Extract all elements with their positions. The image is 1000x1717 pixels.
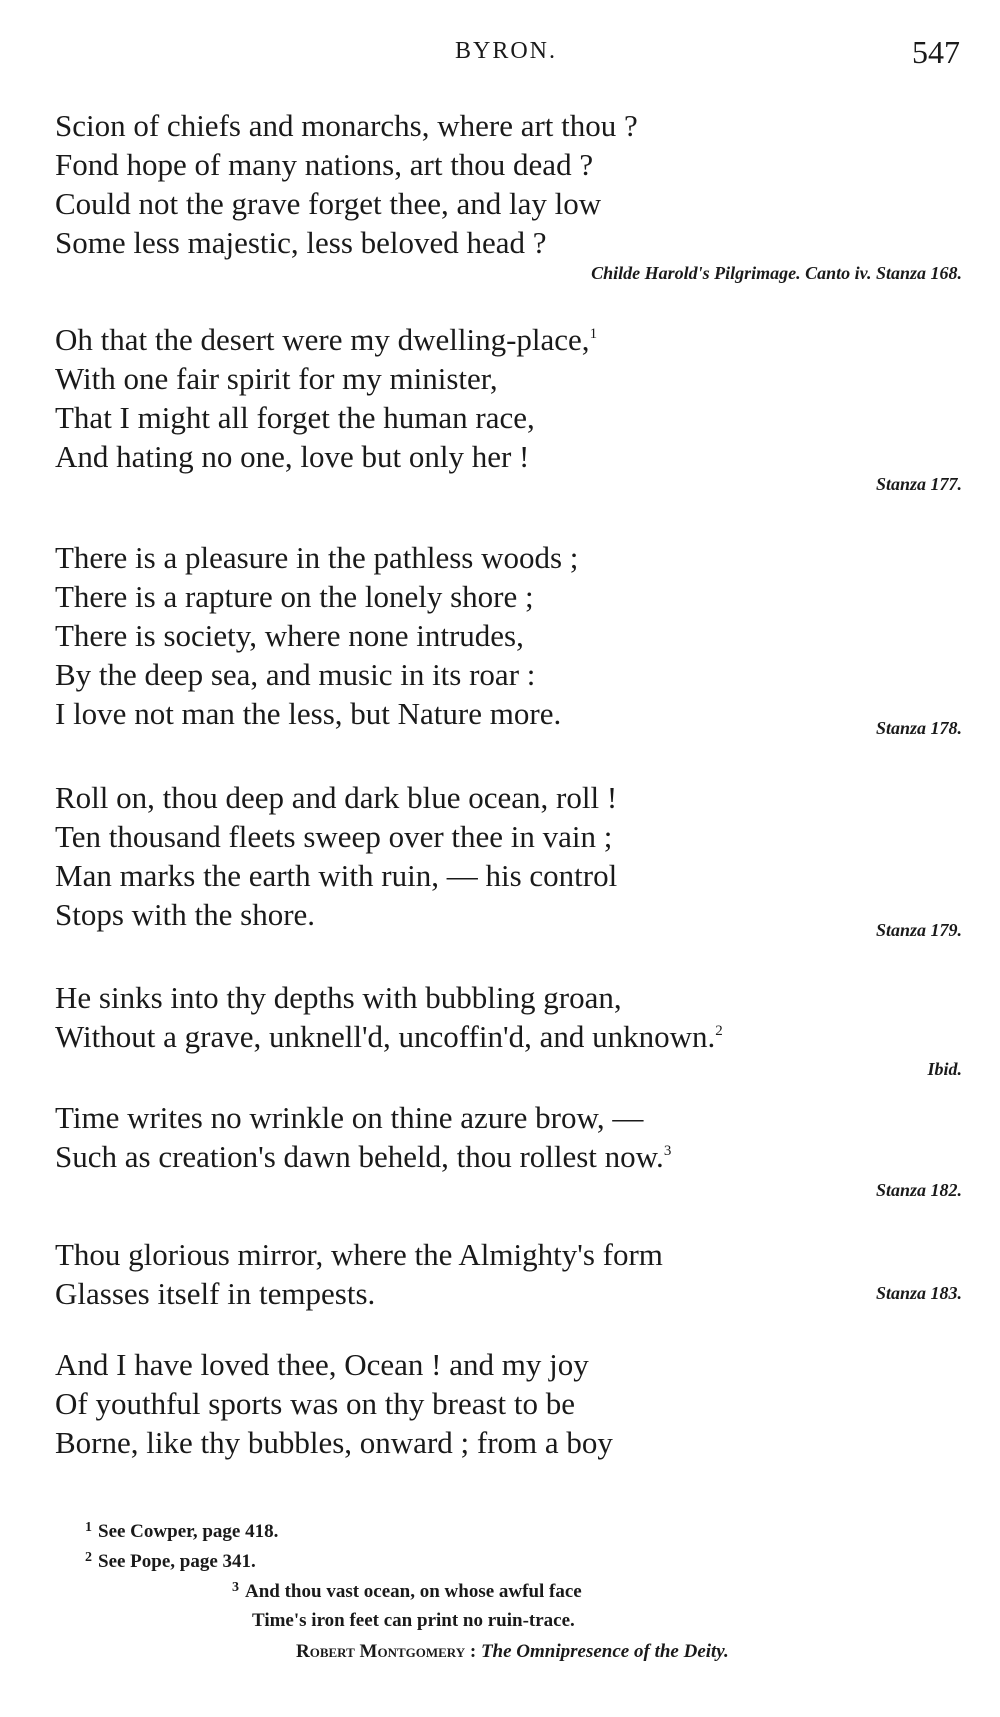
running-head: BYRON.: [455, 38, 558, 64]
verse-line: He sinks into thy depths with bubbling groan,: [55, 980, 622, 1015]
footnote: $^2$ See Pope, page 341.: [85, 1550, 256, 1572]
verse-line: And hating no one, love but only her !: [55, 439, 530, 474]
verse-line: Scion of chiefs and monarchs, where art thou ?: [55, 108, 638, 143]
footnote-attribution: [296, 1641, 729, 1663]
stanza-8: [55, 1345, 965, 1462]
footnote-ref: 1: [589, 326, 598, 342]
verse-line: There is a pleasure in the pathless woods ;: [55, 540, 579, 575]
citation: Stanza 182.: [875, 1180, 962, 1200]
verse-line: Man marks the earth with ruin, — his control: [55, 858, 618, 893]
footnote: $^1$ See Cowper, page 418.: [85, 1520, 279, 1542]
verse-line: There is society, where none intrudes,: [55, 618, 524, 653]
verse-line: Oh that the desert were my dwelling-place,$^1$: [55, 322, 598, 357]
verse-line: Thou glorious mirror, where the Almighty's form: [55, 1237, 663, 1272]
stanza-5: [55, 978, 965, 1056]
verse-line: Of youthful sports was on thy breast to be: [55, 1386, 576, 1421]
verse-line: There is a rapture on the lonely shore ;: [55, 579, 534, 614]
verse-line: Ten thousand fleets sweep over thee in vain ;: [55, 819, 613, 854]
verse-line: Stops with the shore.: [55, 897, 316, 932]
verse-line: And I have loved thee, Ocean ! and my joy: [55, 1347, 589, 1382]
citation: Stanza 177.: [875, 474, 962, 494]
citation: Stanza 183.: [875, 1283, 962, 1303]
verse-line: Glasses itself in tempests.: [55, 1276, 376, 1311]
citation: Childe Harold's Pilgrimage. Canto iv. Stanza 168.: [591, 263, 962, 283]
verse-line: That I might all forget the human race,: [55, 400, 535, 435]
page-header: [0, 34, 1000, 78]
verse-line: By the deep sea, and music in its roar :: [55, 657, 536, 692]
verse-line: I love not man the less, but Nature more.: [55, 696, 562, 731]
footnote: $^3$ And thou vast ocean, on whose awful face: [232, 1580, 582, 1602]
verse-line: Fond hope of many nations, art thou dead ?: [55, 147, 594, 182]
verse-line: Without a grave, unknell'd, uncoffin'd, and unknown.$^2$: [55, 1019, 723, 1054]
verse-line: With one fair spirit for my minister,: [55, 361, 498, 396]
verse-line: Roll on, thou deep and dark blue ocean, roll !: [55, 780, 618, 815]
verse-line: Such as creation's dawn beheld, thou rollest now.$^3$: [55, 1139, 672, 1174]
stanza-4: [55, 778, 965, 934]
footnote: Time's iron feet can print no ruin-trace.: [252, 1610, 575, 1631]
citation: Stanza 178.: [875, 718, 962, 738]
stanza-2: [55, 320, 965, 476]
stanza-7: [55, 1235, 965, 1313]
stanza-6: [55, 1098, 965, 1176]
stanza-1: [55, 106, 965, 262]
stanza-3: [55, 538, 965, 733]
citation: Ibid.: [927, 1059, 962, 1079]
page-number: 547: [912, 34, 960, 70]
verse-line: Some less majestic, less beloved head ?: [55, 225, 547, 260]
footnote-ref: 3: [663, 1143, 672, 1159]
verse-line: Could not the grave forget thee, and lay low: [55, 186, 602, 221]
verse-line: Borne, like thy bubbles, onward ; from a boy: [55, 1425, 613, 1460]
verse-line: Time writes no wrinkle on thine azure brow, —: [55, 1100, 644, 1135]
citation: Stanza 179.: [875, 920, 962, 940]
footnote-ref: 2: [715, 1023, 723, 1039]
attribution-work: The Omnipresence of the Deity.: [480, 1641, 729, 1662]
attribution-author: Robert Montgomery :: [296, 1641, 477, 1662]
